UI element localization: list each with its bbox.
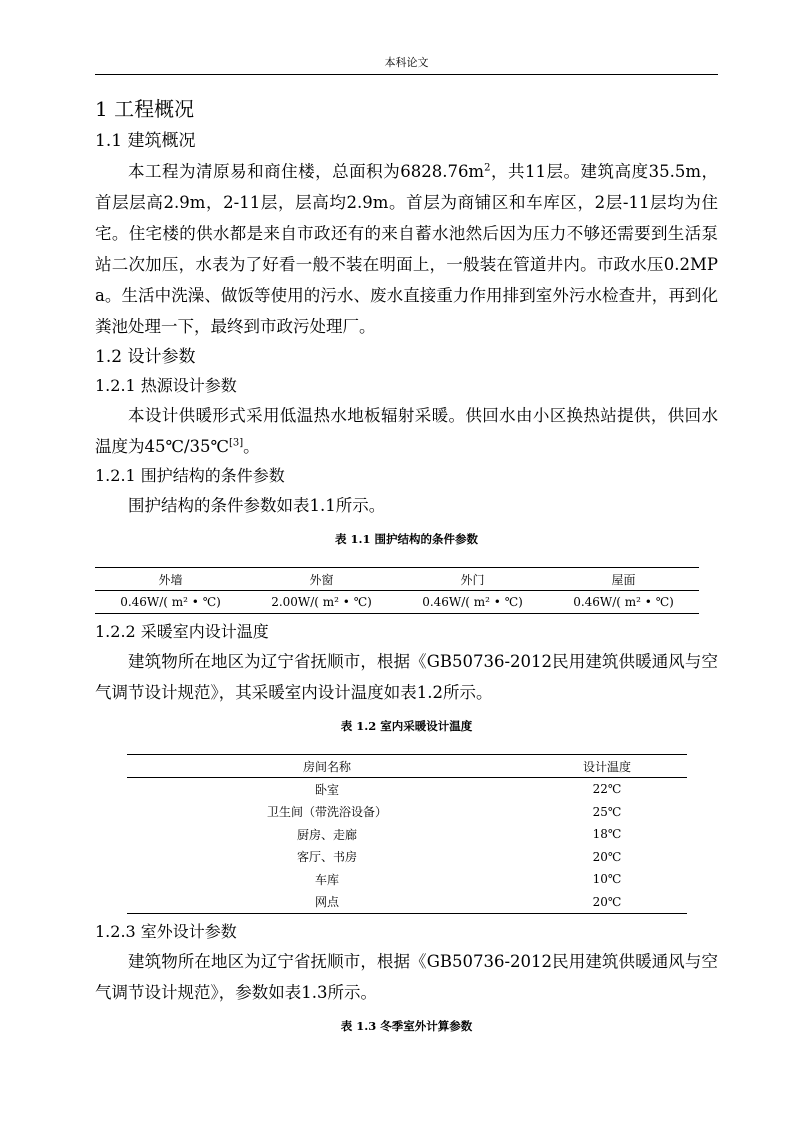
table-header-cell: 屋面	[548, 568, 699, 591]
table-cell: 卧室	[314, 782, 339, 797]
table-row	[127, 846, 687, 869]
table-cell: 0.46W/( m² • ℃)	[548, 591, 699, 614]
section-1-2-1b-paragraph: 围护结构的条件参数如表1.1所示。	[128, 496, 386, 515]
table-cell: 10℃	[592, 872, 622, 887]
table-header-cell: 外窗	[246, 568, 397, 591]
table-cell: 2.00W/( m² • ℃)	[246, 591, 397, 614]
table-cell: 厨房、走廊	[296, 827, 357, 842]
section-1-title: 1 工程概况	[95, 97, 195, 121]
table-header-cell: 设计温度	[527, 755, 687, 778]
table-row	[95, 591, 699, 614]
table-cell: 车库	[314, 872, 339, 887]
table-cell: 0.46W/( m² • ℃)	[95, 591, 246, 614]
table-row	[127, 801, 687, 824]
section-1-1-title: 1.1 建筑概况	[95, 131, 196, 151]
table-cell: 22℃	[592, 782, 622, 797]
table-cell: 20℃	[592, 849, 622, 864]
section-1-2-2-paragraph: 建筑物所在地区为辽宁省抚顺市，根据《GB50736-2012民用建筑供暖通风与空气调节设计规范》，其采暖室内设计温度如表1.2所示。	[95, 652, 718, 702]
table-cell: 20℃	[527, 891, 687, 914]
section-1-2-1-paragraph: 本设计供暖形式采用低温热水地板辐射采暖。供回水由小区换热站提供，供回水温度为45℃/35℃[3]。	[95, 406, 718, 456]
table-1-3-caption: 表 1.3 冬季室外计算参数	[340, 1019, 473, 1033]
table-row	[127, 778, 687, 801]
section-1-2-3-title: 1.2.3 室外设计参数	[95, 922, 237, 941]
section-1-1-paragraph: 本工程为清原易和商住楼，总面积为$6828.76m^2$，共11层。建筑高度35.5m，首层层高2.9m，2-11层，层高均2.9m。首层为商铺区和车库区，2层-11层均为住宅。住宅楼的供水都是来自市政还有的来自蓄水池然后因为压力不够还需要到生活泵站二次加压，水表为了好看一般不装在明面上，一般装在管道井内。市政水压0.2MPa。生活中洗澡、做饭等使用的污水、废水直接重力作用排到室外污水检查井，再到化粪池处理一下，最终到市政污处理厂。	[95, 162, 718, 336]
table-header-cell: 外墙	[95, 568, 246, 591]
document-body	[95, 94, 718, 1054]
table-1-1	[95, 567, 699, 614]
table-header-row	[127, 755, 687, 778]
section-1-2-title: 1.2 设计参数	[95, 347, 196, 367]
section-1-2-1-title: 1.2.1 热源设计参数	[95, 376, 237, 395]
table-1-2	[127, 754, 687, 914]
table-row	[127, 891, 687, 914]
section-1-2-3-paragraph: 建筑物所在地区为辽宁省抚顺市，根据《GB50736-2012民用建筑供暖通风与空气调节设计规范》，参数如表1.3所示。	[95, 952, 718, 1002]
table-cell: 18℃	[592, 827, 622, 842]
section-1-2-2-title: 1.2.2 采暖室内设计温度	[95, 622, 269, 641]
page-header	[95, 56, 718, 75]
table-1-1-caption: 表 1.1 围护结构的条件参数	[334, 532, 478, 546]
table-cell: 卫生间（带洗浴设备）	[266, 805, 387, 820]
table-row	[127, 823, 687, 846]
table-1-2-caption: 表 1.2 室内采暖设计温度	[340, 719, 473, 733]
table-header-cell: 房间名称	[127, 755, 527, 778]
table-row	[127, 868, 687, 891]
table-header-row	[95, 568, 699, 591]
table-cell: 25℃	[592, 804, 622, 819]
section-1-2-1b-title: 1.2.1 围护结构的条件参数	[95, 466, 285, 485]
table-cell: 客厅、书房	[296, 850, 357, 865]
header-text: 本科论文	[384, 56, 429, 69]
table-cell: 网点	[127, 891, 527, 914]
table-cell: 0.46W/( m² • ℃)	[397, 591, 548, 614]
table-header-cell: 外门	[397, 568, 548, 591]
